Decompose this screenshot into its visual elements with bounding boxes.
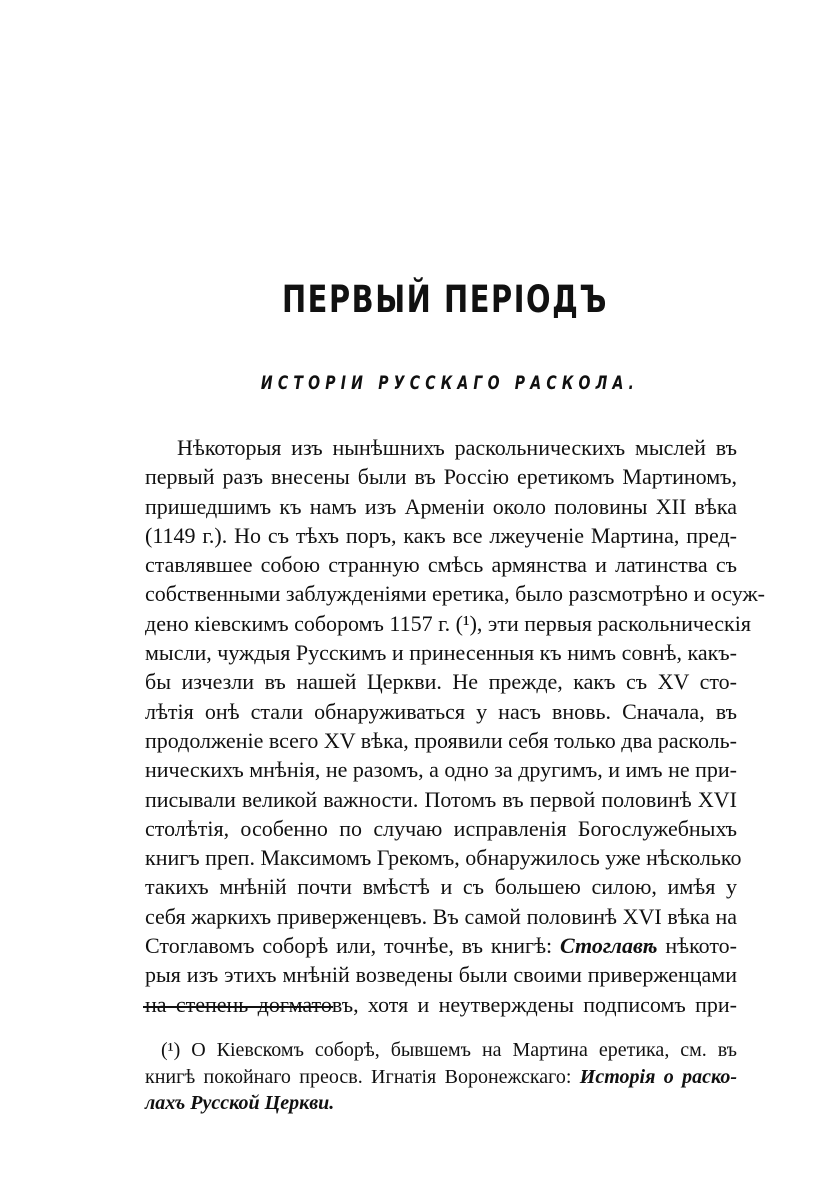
footnote-line: (¹) О Кіевскомъ соборѣ, бывшемъ на Мартина еретика, см. въ: [161, 1039, 737, 1061]
footnote-book-title: Исторія о раско-: [579, 1065, 737, 1088]
text-line: продолженіе всего XV вѣка, проявили себя только два расколь-: [145, 727, 737, 753]
text-line: пришедшимъ къ намъ изъ Арменіи около половины XII вѣка: [145, 493, 737, 519]
text-line: мысли, чуждыя Русскимъ и принесенныя къ нимъ совнѣ, какъ-: [145, 640, 737, 666]
footnote-book-title-cont: лахъ Русской Церкви.: [145, 1092, 335, 1114]
text-line-mixed: [145, 931, 737, 960]
text-line: ническихъ мнѣнія, не разомъ, а одно за другимъ, и имъ не при-: [145, 757, 737, 783]
footnote-separator: [143, 1006, 333, 1008]
text-line: писывали великой важности. Потомъ въ первой половинѣ XVI: [145, 786, 737, 812]
footnote-line-mixed: [145, 1064, 737, 1091]
text-line: рыя изъ этихъ мнѣній возведены были своими приверженцами: [145, 962, 737, 988]
text-line: Нѣкоторыя изъ нынѣшнихъ раскольническихъ мыслей въ: [177, 435, 737, 460]
text-line: собственными заблужденіями еретика, было разсмотрѣно и осуж-: [145, 581, 766, 607]
text-segment: Стоглавомъ соборѣ или, точнѣе, въ книгѣ:: [145, 933, 553, 959]
text-segment: нѣкото-: [665, 933, 738, 959]
main-paragraph: [145, 433, 766, 1019]
text-line: дено кіевскимъ соборомъ 1157 г. (¹), эти первыя раскольническія: [145, 610, 751, 636]
text-line: на степень догматовъ, хотя и неутверждены подписомъ при-: [145, 991, 737, 1017]
text-line: ставлявшее собою странную смѣсь армянства и латинства съ: [145, 552, 737, 578]
text-line: лѣтія онѣ стали обнаруживаться у насъ вновь. Сначала, въ: [145, 698, 737, 724]
text-line: столѣтія, особенно по случаю исправленія Богослужебныхъ: [145, 815, 737, 841]
text-line: себя жаркихъ приверженцевъ. Въ самой половинѣ XVI вѣка на: [145, 903, 737, 929]
footnote: [145, 1037, 737, 1117]
text-line: бы изчезли въ нашей Церкви. Не прежде, какъ съ XV сто-: [145, 669, 737, 695]
text-line: книгъ преп. Максимомъ Грекомъ, обнаружилось уже нѣсколько: [145, 845, 742, 871]
text-line: первый разъ внесены были въ Россію еретикомъ Мартиномъ,: [145, 464, 737, 490]
footnote-text: книгѣ покойнаго преосв. Игнатія Воронежскаго:: [145, 1065, 572, 1088]
chapter-subtitle: ИСТОРІИ РУССКАГО РАСКОЛА.: [260, 372, 640, 394]
text-line: такихъ мнѣній почти вмѣстѣ и съ большею силою, имѣя у: [145, 874, 737, 900]
chapter-title: ПЕРВЫЙ ПЕРІОДЪ: [281, 278, 609, 321]
text-line: (1149 г.). Но съ тѣхъ поръ, какъ все лжеученіе Мартина, пред-: [145, 522, 737, 548]
italic-book-title: Стоглавѣ: [560, 933, 658, 959]
